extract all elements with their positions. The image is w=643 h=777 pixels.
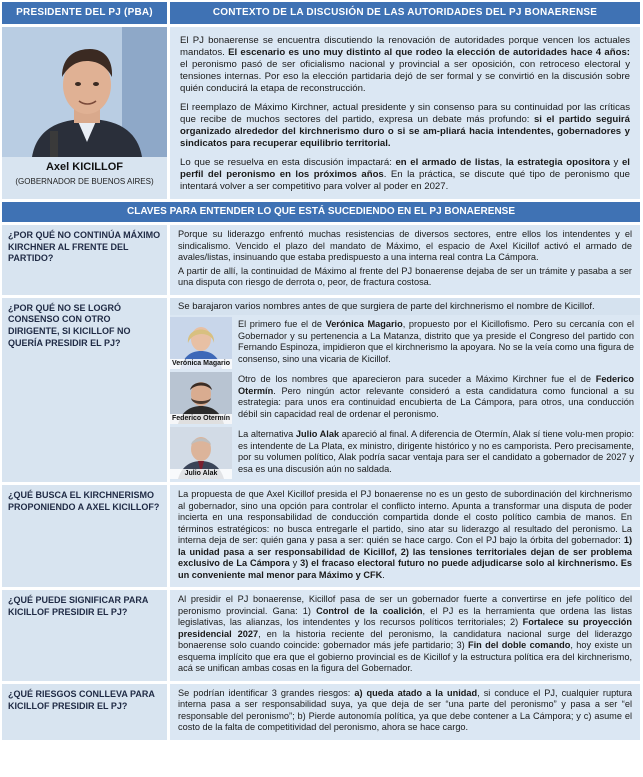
answer-paragraph: La propuesta de que Axel Kicillof presida el PJ bonaerense no es un gesto de subordinación del kirchnerismo al gobernador, sino una opción para controlar el conflicto interno. Apunta a transformar una disputa de poder incierta en una responsabilidad de conducción compartida donde el costo político cambia de manos. En términos estratégicos: no busca entregarle el partido, sino atar su liderazgo al resultado del peronismo. La interna deja de ser: quién gana y pasa a ser: quién se hace cargo. Con el PJ bajo la órbita del gobernador: 1) la unidad pasa a ser responsabilidad de Kicillof, 2) las tensiones territoriales dejan de ser problema exclusivo de La Cámpora y 3) el fracaso electoral futuro no puede adjudicarse solo al kirchnerismo. Es un conveniente mal menor para Máximo y CFK. — [178, 489, 632, 580]
candidate-photo — [170, 372, 232, 424]
faq-answer — [170, 225, 640, 295]
profile-role: (GOBERNADOR DE BUENOS AIRES) — [15, 176, 154, 186]
top-header — [2, 2, 640, 24]
candidate-alak — [170, 427, 640, 479]
page — [2, 2, 640, 775]
profile-card — [2, 27, 167, 199]
faq-row-4 — [2, 590, 640, 681]
faq-row-2 — [2, 298, 640, 483]
profile-photo — [2, 27, 167, 157]
answer-paragraph: Al presidir el PJ bonaerense, Kicillof pasa de ser un gobernador fuerte a convertirse en jefe político del peronismo provincial. Gana: 1) Control de la coalición, el PJ es la herramienta que ordena las listas legislativas, las alianzas, los intendentes y los recursos políticos territoriales; 2) Fortalece su proyección presidencial 2027, en la historia reciente del peronismo, la candidatura nacional surge del liderazgo bonaerense solo cuando coincide: gobernador más jefe partidario; 3) Fin del doble comando, hoy existe un esquema implícito que era que el gobierno provincial es de Kicillof y la estructura política era del kirchnerismo, acá se unifican ambas cosas en la figura del Gobernador. — [178, 594, 633, 674]
faq-row-5 — [2, 684, 640, 740]
candidate-caption: Julio Alak — [170, 469, 232, 480]
candidate-photo — [170, 427, 232, 479]
faq-row-1 — [2, 225, 640, 295]
faq-question: ¿POR QUÉ NO CONTINÚA MÁXIMO KIRCHNER AL FRENTE DEL PARTIDO? — [2, 225, 167, 295]
answer-intro: Se barajaron varios nombres antes de que surgiera de parte del kirchnerismo el nombre de Kicillof. — [170, 298, 640, 316]
candidate-otermin — [170, 372, 640, 424]
profile-name: Axel KICILLOF — [45, 161, 123, 173]
context-paragraph-3: Lo que se resuelva en esta discusión impactará: en el armado de listas, la estrategia opositora y el perfil del peronismo en los próximos años. En la práctica, se discute qué tipo de peronismo que intentará volver a ser competitivo para volver al poder en 2027. — [180, 156, 630, 192]
person-photo-icon — [2, 27, 167, 157]
answer-paragraph: A partir de allí, la continuidad de Máximo al frente del PJ bonaerense dejaba de ser un trámite y pasaba a ser una disputa con riesgo de derrota o, peor, de fractura costosa. — [178, 265, 632, 287]
faq-question: ¿QUÉ RIESGOS CONLLEVA PARA KICILLOF PRESIDIR EL PJ? — [2, 684, 167, 740]
candidate-text: La alternativa Julio Alak apareció al final. A diferencia de Otermín, Alak sí tiene volu-men propio: es intendente de La Plata, ex ministro, dirigente histórico y no es camporista. Pero precisamente, por su volumen político, Alak podría sacar ventaja para ser el candidato a gobernador de 2027 y esa es una discusión aún no saldada. — [238, 429, 634, 474]
candidate-photo — [170, 317, 232, 369]
faq-answer — [170, 684, 640, 740]
candidate-caption: Federico Otermín — [170, 414, 232, 425]
profile-caption — [2, 157, 167, 199]
answer-paragraph: Porque su liderazgo enfrentó muchas resistencias de diversos sectores, entre ellos los intendentes y el sindicalismo. Vencido el plazo del mandato de Máximo, el espacio de Axel Kicillof activó el armado de avales/listas, insinuando que estaba predispuesto a una interna real contra La Cámpora. — [178, 229, 632, 262]
candidate-caption: Verónica Magario — [170, 359, 232, 370]
candidate-text: El primero fue el de Verónica Magario, propuesto por el Kicillofismo. Pero su cercanía con el Gobernador y su pertenencia a La Matanza, distrito que ya preside el Congreso del partido con Fernando Espinoza, impidieron que el kirchnerismo la apoyara. No se la veía como una figura de consenso, sino una vicaria de Kicillof. — [238, 319, 634, 364]
context-text — [170, 27, 640, 199]
answer-paragraph: Se podrían identificar 3 grandes riesgos: a) queda atado a la unidad, si conduce el PJ, cualquier ruptura interna pasa a ser responsabilidad suya, ya que deja de ser “una parte del peronismo” y pasa a ser “el responsable del peronismo”; b) Pierde autonomía política, ya que debe contener a La Cámpora; y c) asume el costo de la falta de competitividad del peronismo, ahora se hace cargo. — [178, 687, 633, 733]
faq-question: ¿QUÉ BUSCA EL KIRCHNERISMO PROPONIENDO A AXEL KICILLOF? — [2, 485, 167, 587]
candidate-text: Otro de los nombres que aparecieron para suceder a Máximo Kirchner fue el de Federico Otermín. Pero ningún actor relevante consideró a esta candidatura como funcional a su estrategia: para unos era continuidad encubierta de La Cámpora, para otros, una conducción débil sin capacidad real de ordenar el peronismo. — [238, 374, 634, 419]
faq-question: ¿POR QUÉ NO SE LOGRÓ CONSENSO CON OTRO DIRIGENTE, SI KICILLOF NO QUERÍA PRESIDIR EL PJ? — [2, 298, 167, 483]
intro-section — [2, 27, 640, 199]
faq-row-3 — [2, 485, 640, 587]
faq-question: ¿QUÉ PUEDE SIGNIFICAR PARA KICILLOF PRESIDIR EL PJ? — [2, 590, 167, 681]
faq-answer — [170, 298, 640, 483]
profile-header: PRESIDENTE DEL PJ (PBA) — [2, 2, 167, 24]
keys-header: CLAVES PARA ENTENDER LO QUE ESTÁ SUCEDIENDO EN EL PJ BONAERENSE — [2, 202, 640, 222]
context-paragraph-2: El reemplazo de Máximo Kirchner, actual presidente y sin consenso para su continuidad por las críticas que recibe de muchos sectores del partido, expresa un debate más profundo: si el partido seguirá organizado alrededor del kirchnerismo duro o si se am-pliará hacia intendentes, gobernadores y sindicatos para recuperar equilibrio territorial. — [180, 101, 630, 149]
faq-answer — [170, 590, 640, 681]
candidate-magario — [170, 317, 640, 369]
context-paragraph-1: El PJ bonaerense se encuentra discutiendo la renovación de autoridades porque vencen los actuales mandatos. El escenario es uno muy distinto al que rodeo la elección de autoridades hace 4 años: el peronismo pasó de ser oficialismo nacional y provincial a ser oposición, con retroceso electoral y tensiones internas. Por eso la elección partidaria dejó de ser formal y se convirtió en la discusión sobre quién conducirá la etapa de reconstrucción. — [180, 35, 630, 94]
context-header: CONTEXTO DE LA DISCUSIÓN DE LAS AUTORIDADES DEL PJ BONAERENSE — [170, 2, 640, 24]
faq-answer — [170, 485, 640, 587]
